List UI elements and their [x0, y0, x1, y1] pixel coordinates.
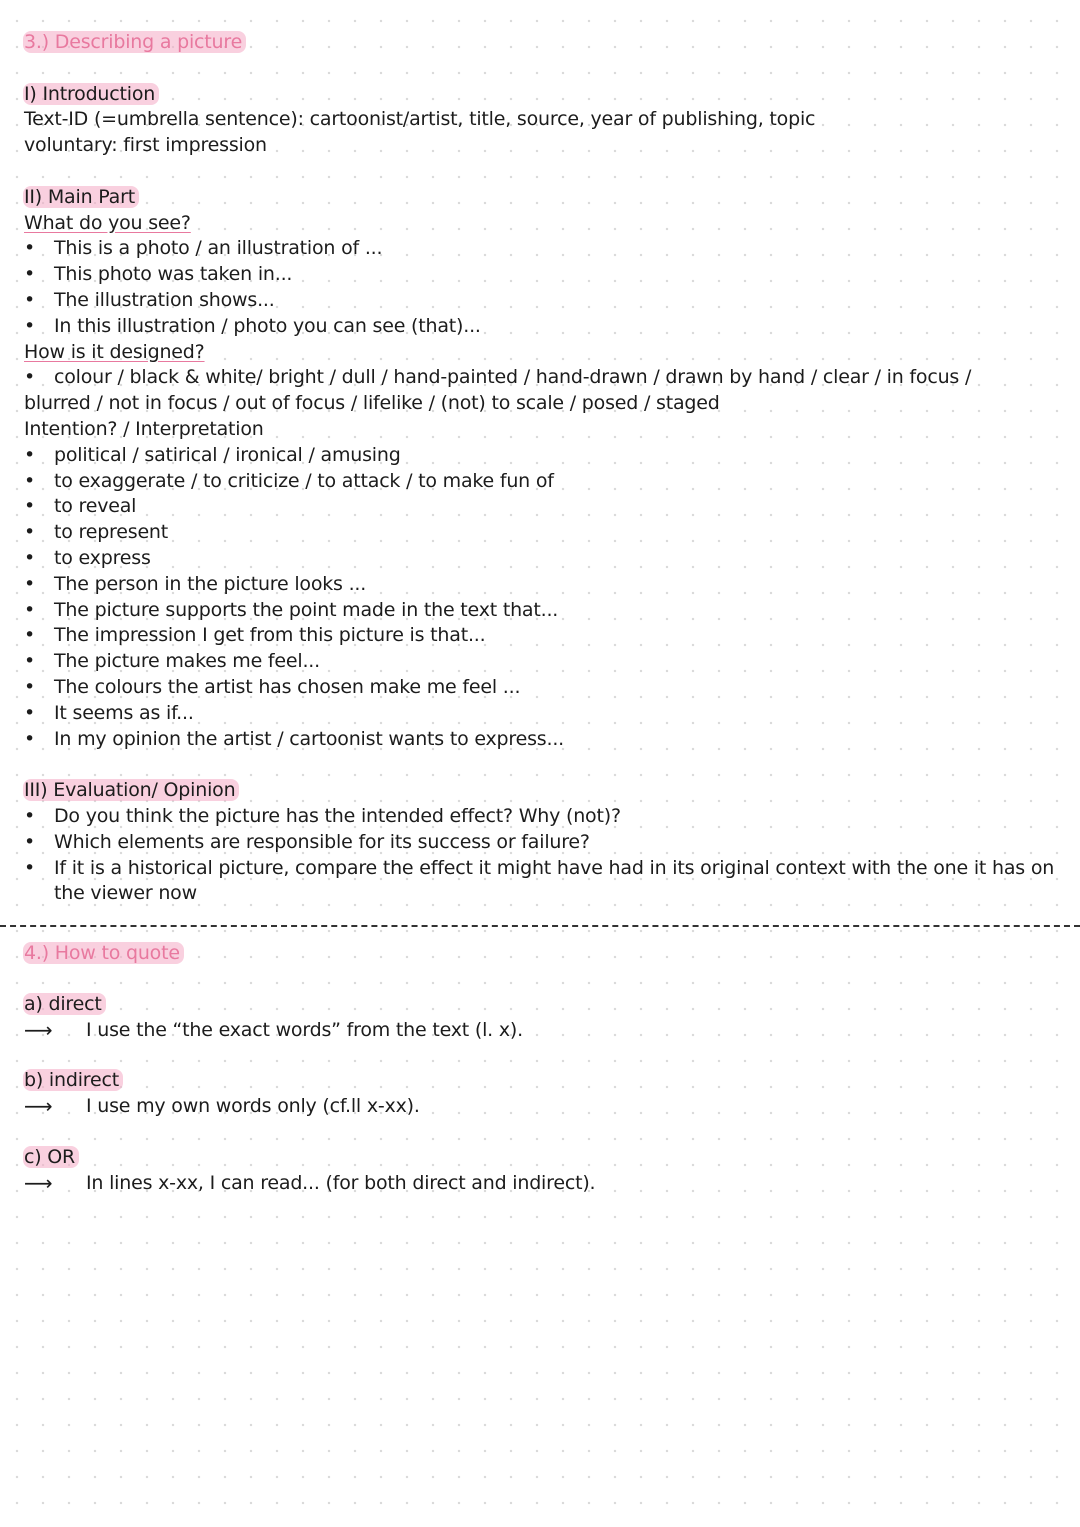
- list-item: • The colours the artist has chosen make me feel ...: [24, 675, 1064, 701]
- quote-label-or: c) OR: [24, 1145, 1064, 1171]
- list-item: • to represent: [24, 520, 1064, 546]
- list-item: • In my opinion the artist / cartoonist wants to express...: [24, 727, 1064, 753]
- list-item: • Do you think the picture has the intended effect? Why (not)?: [24, 804, 1064, 830]
- list-item: • If it is a historical picture, compare the effect it might have had in its original context with the one it has on the viewer now: [24, 856, 1055, 905]
- bullet-icon: •: [24, 727, 36, 750]
- arrow-right-icon: ⟶: [24, 1170, 53, 1195]
- bullet-icon: •: [24, 624, 36, 647]
- notes-page: [24, 30, 1064, 1197]
- list-item: • The picture makes me feel...: [24, 649, 1064, 675]
- bullet-icon: •: [24, 650, 36, 673]
- design-continuation: blurred / not in focus / out of focus / lifelike / (not) to scale / posed / staged: [24, 392, 720, 415]
- list-item: • Which elements are responsible for its success or failure?: [24, 830, 1064, 856]
- section-title-how-to-quote: 4.) How to quote: [24, 941, 1064, 967]
- dashed-divider: [0, 925, 1080, 927]
- arrow-right-icon: ⟶: [24, 1094, 53, 1119]
- bullet-icon: •: [24, 521, 36, 544]
- subheading-how-is-it-designed: How is it designed?: [24, 340, 205, 363]
- subheading-what-do-you-see: What do you see?: [24, 211, 191, 234]
- list-item: • political / satirical / ironical / amusing: [24, 443, 1064, 469]
- intro-line-text-id: Text-ID (=umbrella sentence): cartoonist/artist, title, source, year of publishing, topic: [24, 108, 816, 131]
- quote-label-indirect: b) indirect: [24, 1068, 1064, 1094]
- arrow-right-icon: ⟶: [24, 1017, 53, 1042]
- bullet-icon: •: [24, 830, 36, 853]
- quote-row-indirect: ⟶ I use my own words only (cf.ll x-xx).: [24, 1094, 420, 1119]
- list-item: • to reveal: [24, 494, 1064, 520]
- section-title-describing-picture: 3.) Describing a picture: [24, 30, 1064, 56]
- list-item: • colour / black & white/ bright / dull / hand-painted / hand-drawn / drawn by hand / clear / in focus /: [24, 365, 1064, 391]
- list-item: • The picture supports the point made in the text that...: [24, 598, 1064, 624]
- quote-row-or: ⟶ In lines x-xx, I can read... (for both direct and indirect).: [24, 1170, 596, 1195]
- list-item: • This is a photo / an illustration of ...: [24, 236, 1064, 262]
- bullet-icon: •: [24, 469, 36, 492]
- bullet-icon: •: [24, 443, 36, 466]
- list-item: • This photo was taken in...: [24, 262, 1064, 288]
- heading-main-part: II) Main Part: [24, 185, 1064, 211]
- heading-introduction: I) Introduction: [24, 82, 1064, 108]
- bullet-icon: •: [24, 288, 36, 311]
- heading-evaluation: III) Evaluation/ Opinion: [24, 778, 1064, 804]
- bullet-icon: •: [24, 366, 36, 389]
- bullet-icon: •: [24, 598, 36, 621]
- list-item: • The impression I get from this picture is that...: [24, 623, 1064, 649]
- intro-line-voluntary: voluntary: first impression: [24, 134, 267, 157]
- bullet-icon: •: [24, 546, 36, 569]
- bullet-icon: •: [24, 572, 36, 595]
- bullet-icon: •: [24, 314, 36, 337]
- bullet-icon: •: [24, 495, 36, 518]
- list-item: • to exaggerate / to criticize / to attack / to make fun of: [24, 469, 1064, 495]
- subheading-intention: Intention? / Interpretation: [24, 417, 264, 440]
- quote-row-direct: ⟶ I use the “the exact words” from the text (l. x).: [24, 1017, 523, 1042]
- list-item: • The person in the picture looks ...: [24, 572, 1064, 598]
- bullet-icon: •: [24, 675, 36, 698]
- bullet-icon: •: [24, 701, 36, 724]
- bullet-icon: •: [24, 856, 36, 879]
- list-item: • It seems as if...: [24, 701, 1064, 727]
- bullet-icon: •: [24, 237, 36, 260]
- list-item: • to express: [24, 546, 1064, 572]
- list-item: • In this illustration / photo you can see (that)...: [24, 314, 1064, 340]
- list-item: • The illustration shows...: [24, 288, 1064, 314]
- bullet-icon: •: [24, 263, 36, 286]
- bullet-icon: •: [24, 804, 36, 827]
- quote-label-direct: a) direct: [24, 992, 1064, 1018]
